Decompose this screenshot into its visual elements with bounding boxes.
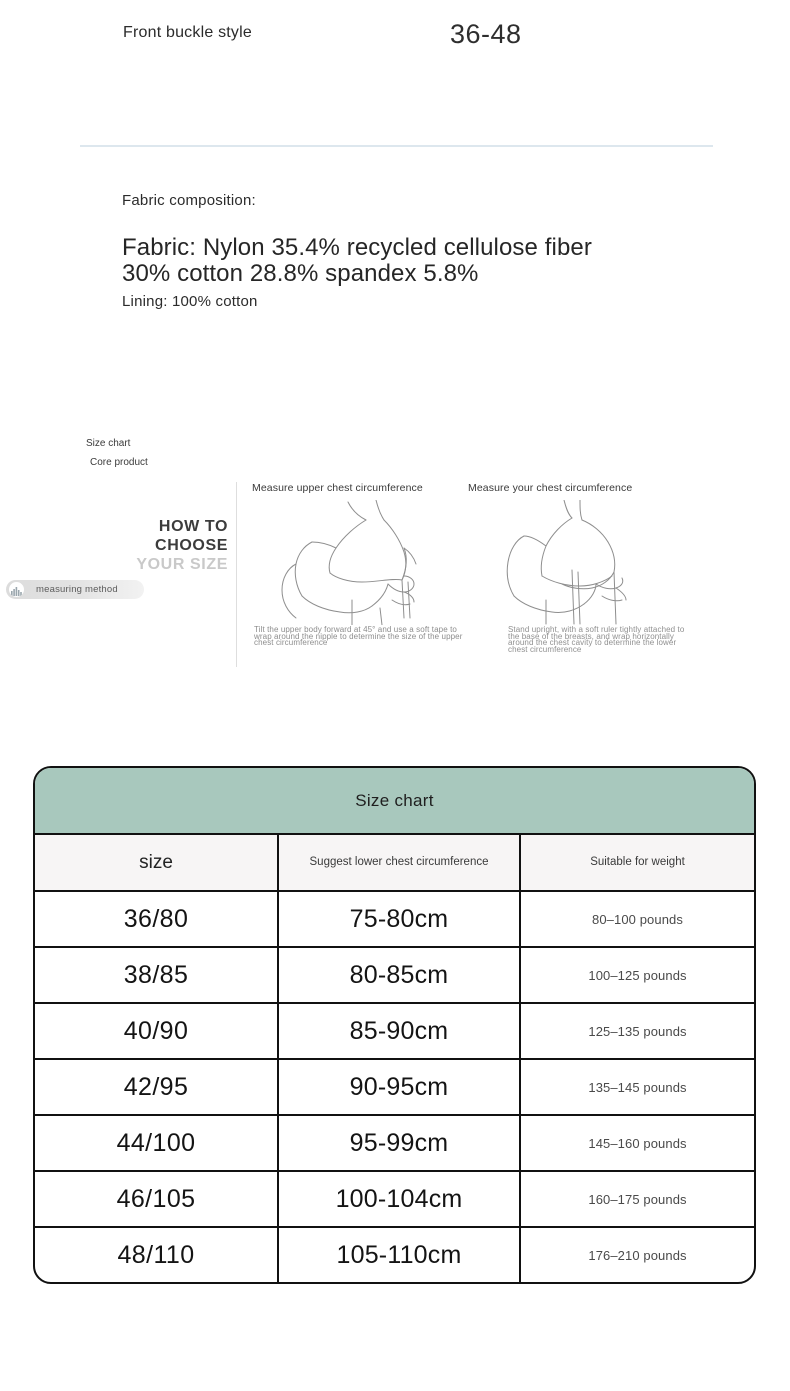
cell-chest: 90-95cm — [277, 1060, 519, 1114]
column-header-weight: Suitable for weight — [519, 835, 754, 890]
table-row — [35, 1170, 754, 1226]
cell-chest: 105-110cm — [277, 1228, 519, 1282]
measuring-method-badge — [6, 580, 144, 599]
cell-weight: 80–100 pounds — [519, 892, 754, 946]
cell-size: 40/90 — [123, 1016, 189, 1045]
cell-weight: 176–210 pounds — [519, 1228, 754, 1282]
section-vertical-divider — [236, 482, 237, 667]
ruler-chart-icon — [9, 582, 24, 597]
table-row — [35, 1226, 754, 1282]
cell-weight: 160–175 pounds — [519, 1172, 754, 1226]
upper-chest-note: Tilt the upper body forward at 45° and use a soft tape to wrap around the nipple to determine the size of the upper chest circumference — [254, 625, 463, 648]
how-to-choose-heading — [136, 518, 228, 575]
size-range-heading: 36-48 — [450, 19, 522, 49]
how-to-line-3: YOUR SIZE — [136, 555, 228, 573]
how-to-line-2: CHOOSE — [155, 536, 228, 554]
cell-weight: 145–160 pounds — [519, 1116, 754, 1170]
table-row — [35, 1114, 754, 1170]
cell-weight: 135–145 pounds — [519, 1060, 754, 1114]
product-header — [0, 0, 790, 135]
fabric-composition-text: Fabric: Nylon 35.4% recycled cellulose fiber 30% cotton 28.8% spandex 5.8% — [122, 234, 592, 287]
table-row — [35, 1002, 754, 1058]
size-chart-title: Size chart — [35, 768, 754, 833]
cell-size: 42/95 — [123, 1072, 189, 1101]
lower-chest-measure-block — [468, 482, 690, 672]
cell-weight: 100–125 pounds — [519, 948, 754, 1002]
upper-chest-caption: Measure upper chest circumference — [252, 482, 423, 494]
measuring-method-label: measuring method — [36, 584, 118, 595]
fabric-composition-title: Fabric composition: — [122, 192, 256, 209]
how-to-choose-panel — [110, 485, 228, 665]
size-chart-header-row — [35, 833, 754, 890]
table-row — [35, 1058, 754, 1114]
cell-chest: 95-99cm — [277, 1116, 519, 1170]
size-chart-kicker: Size chart — [86, 438, 131, 449]
cell-chest: 80-85cm — [277, 948, 519, 1002]
cell-size: 44/100 — [116, 1128, 196, 1157]
header-divider — [80, 145, 713, 147]
cell-chest: 75-80cm — [277, 892, 519, 946]
core-product-label: Core product — [90, 457, 148, 468]
lower-chest-note: Stand upright, with a soft ruler tightly attached to the base of the breasts, and wrap horizontally around the chest cavity to determine the lower chest circumference — [508, 625, 685, 654]
cell-chest: 100-104cm — [277, 1172, 519, 1226]
cell-chest: 85-90cm — [277, 1004, 519, 1058]
table-row — [35, 946, 754, 1002]
lower-chest-measure-illustration — [468, 500, 690, 625]
fabric-composition-section — [122, 192, 682, 310]
cell-size: 36/80 — [123, 904, 189, 933]
style-label: Front buckle style — [123, 24, 252, 41]
column-header-chest: Suggest lower chest circumference — [277, 835, 519, 890]
how-to-line-1: HOW TO — [158, 518, 228, 535]
size-chart-body — [35, 890, 754, 1282]
lower-chest-caption: Measure your chest circumference — [468, 482, 633, 494]
cell-size: 48/110 — [117, 1240, 195, 1269]
cell-weight: 125–135 pounds — [519, 1004, 754, 1058]
size-chart-table — [33, 766, 756, 1284]
fabric-lining-text: Lining: 100% cotton — [122, 292, 258, 310]
table-row — [35, 890, 754, 946]
cell-size: 38/85 — [123, 960, 189, 989]
upper-chest-measure-illustration — [252, 500, 474, 625]
cell-size: 46/105 — [116, 1184, 196, 1213]
upper-chest-measure-block — [252, 482, 474, 672]
column-header-size: size — [139, 851, 173, 873]
